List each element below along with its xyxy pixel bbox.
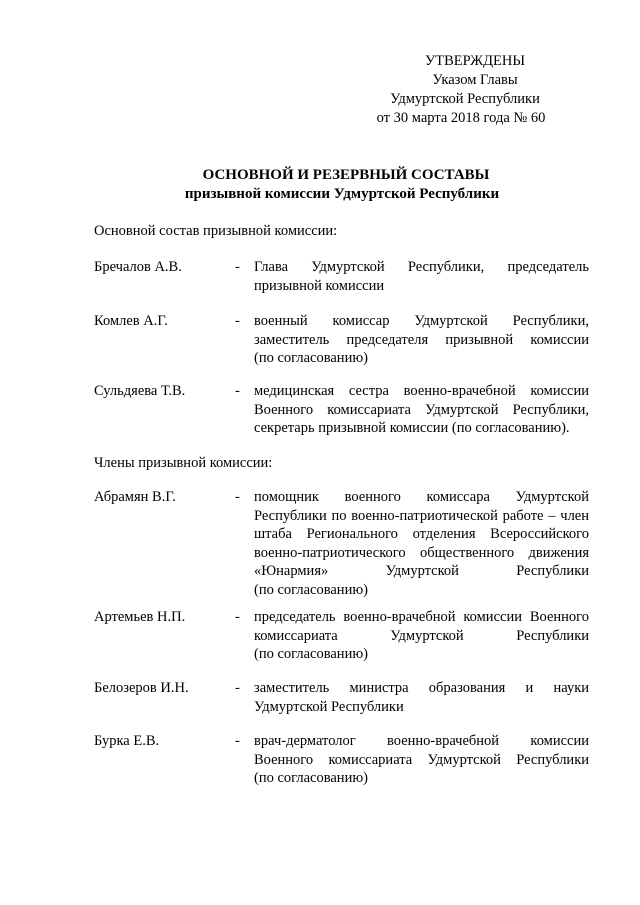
- title-sub: призывной комиссии Удмуртской Республики: [184, 186, 500, 202]
- entry-line: (по согласованию): [254, 581, 368, 598]
- entry-line: (по согласованию): [254, 770, 368, 786]
- entry-dash: -: [235, 609, 240, 625]
- members-heading: Члены призывной комиссии:: [94, 455, 273, 471]
- entry-description: [254, 488, 589, 599]
- entry-description: [254, 382, 589, 438]
- document-title: [0, 166, 640, 204]
- entry-name: Комлев А.Г.: [94, 313, 168, 329]
- title-main: ОСНОВНОЙ И РЕЗЕРВНЫЙ СОСТАВЫ: [202, 167, 490, 183]
- entry-dash: -: [235, 313, 240, 329]
- entry-line: медицинская сестра военно-врачебной комиссии: [254, 383, 589, 399]
- entry-name: Бурка Е.В.: [94, 733, 160, 749]
- entry-description: [254, 679, 589, 716]
- entry-line: Военного комиссариата Удмуртской Республики,: [254, 401, 589, 418]
- entry-dash: -: [235, 489, 240, 505]
- entry-line: Глава Удмуртской Республики, председатель: [254, 259, 589, 275]
- entry-name: Белозеров И.Н.: [94, 680, 189, 696]
- entry-line: (по согласованию): [254, 350, 368, 366]
- entry-description: [254, 312, 589, 368]
- approval-line-4: от 30 марта 2018 года № 60: [376, 110, 546, 126]
- entry-name: Артемьев Н.П.: [94, 609, 186, 625]
- entry-line: заместитель председателя призывной комиссии: [254, 331, 589, 348]
- entry-dash: -: [235, 259, 240, 275]
- entry-line: помощник военного комиссара Удмуртской: [254, 489, 589, 505]
- entry-line: (по согласованию): [254, 646, 368, 662]
- approval-line-2: Указом Главы: [432, 72, 518, 88]
- entry-dash: -: [235, 383, 240, 399]
- entry-line: врач-дерматолог военно-врачебной комиссии: [254, 733, 589, 749]
- entry-line: председатель военно-врачебной комиссии Военного: [254, 609, 589, 625]
- entry-line: Республики по военно-патриотической работе – член: [254, 507, 589, 524]
- entry-line: военно-патриотического общественного движения: [254, 544, 589, 561]
- entry-line: Военного комиссариата Удмуртской Республики: [254, 751, 589, 768]
- entry-description: [254, 258, 589, 295]
- entry-line: призывной комиссии: [254, 277, 385, 294]
- approval-line-3: Удмуртской Республики: [390, 91, 540, 107]
- entry-dash: -: [235, 733, 240, 749]
- entry-line: штаба Регионального отделения Всероссийского: [254, 526, 589, 542]
- approval-line-1: УТВЕРЖДЕНЫ: [424, 53, 526, 69]
- entry-name: Бречалов А.В.: [94, 259, 182, 275]
- entry-line: секретарь призывной комиссии (по согласованию).: [254, 420, 570, 436]
- entry-line: Удмуртской Республики: [254, 698, 404, 715]
- entry-name: Абрамян В.Г.: [94, 489, 176, 505]
- approval-stamp: [330, 52, 600, 128]
- entry-dash: -: [235, 680, 240, 696]
- entry-line: заместитель министра образования и науки: [254, 680, 589, 696]
- entry-description: [254, 732, 589, 788]
- entry-description: [254, 608, 589, 664]
- main-composition-heading: Основной состав призывной комиссии:: [94, 223, 338, 239]
- entry-line: комиссариата Удмуртской Республики: [254, 627, 589, 644]
- entry-line: «Юнармия» Удмуртской Республики: [254, 563, 589, 579]
- entry-line: военный комиссар Удмуртской Республики,: [254, 313, 589, 329]
- entry-name: Сульдяева Т.В.: [94, 383, 186, 399]
